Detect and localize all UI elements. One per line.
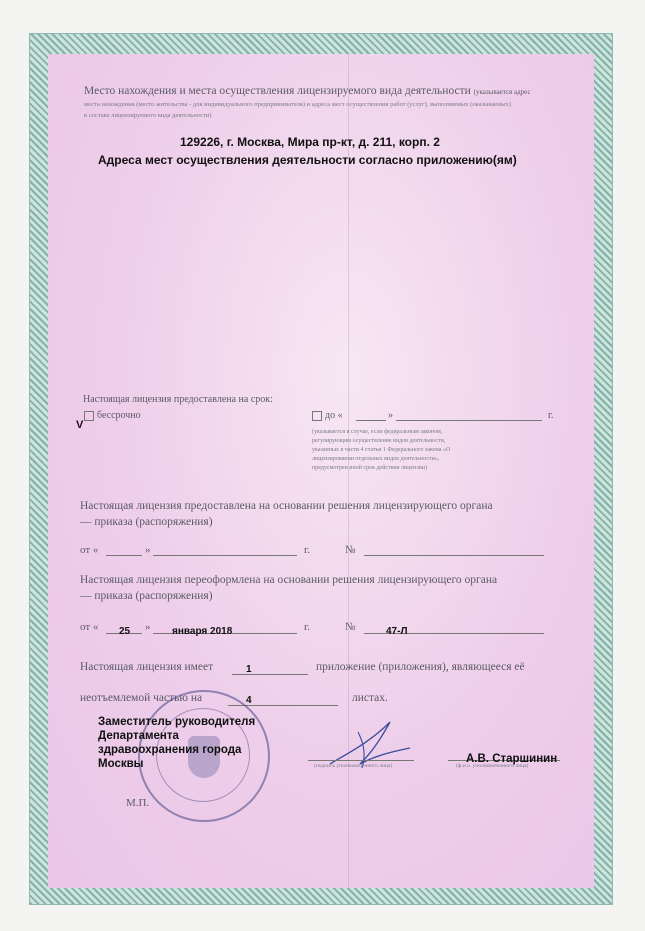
reissue-mid: » (145, 621, 151, 633)
grant-date-line (153, 555, 297, 556)
until-option: до « (312, 410, 343, 421)
reissue-year: г. (304, 621, 311, 633)
position-line-1: Заместитель руководителя (98, 716, 256, 728)
reissue-text-line2: — приказа (распоряжения) (80, 590, 213, 602)
until-checkbox (312, 411, 322, 421)
perpetual-check-mark: V (76, 419, 84, 431)
position-line-2: Департамента (98, 730, 179, 742)
position-line-4: Москвы (98, 758, 144, 770)
header-title: Место нахождения и места осуществления лицензируемого вида деятельности (указывается адрес (84, 85, 531, 97)
position-line-3: здравоохранения города (98, 744, 242, 756)
appendix-count-line (232, 674, 308, 675)
addresses-note: Адреса мест осуществления деятельности согласно приложению(ям) (98, 153, 517, 167)
signature-line (308, 760, 414, 761)
grant-number-line (364, 555, 544, 556)
header-note-line2: места нахождения (место жительства - для индивидуального предпринимателя) и адреса мест осуществления работ (услуг), выполняемых (оказываемых) (84, 101, 512, 108)
reissue-day: 25 (119, 626, 131, 637)
appendix-text-1: Настоящая лицензия имеет (80, 661, 214, 673)
reissue-month-year: января 2018 (172, 626, 233, 637)
appendix-text-2: приложение (приложения), являющееся её (316, 661, 525, 673)
term-label: Настоящая лицензия предоставлена на срок: (83, 394, 273, 405)
signature-caption: (подпись уполномоченного лица) (314, 763, 393, 769)
appendix-text-3: неотъемлемой частью на (80, 692, 203, 704)
signatory-name: А.В. Старшинин (466, 753, 558, 765)
perpetual-checkbox (84, 411, 94, 421)
grant-year: г. (304, 544, 311, 556)
grant-number-label: № (345, 544, 356, 556)
appendix-sheets: 4 (246, 695, 252, 706)
reissue-from: от « (80, 621, 99, 633)
appendix-text-4: листах. (352, 692, 388, 704)
license-address: 129226, г. Москва, Мира пр-кт, д. 211, корп. 2 (180, 135, 440, 149)
until-day-line (356, 420, 386, 421)
until-mid: » (388, 410, 393, 421)
perpetual-option: бессрочно (84, 410, 141, 421)
term-note: (указывается в случае, если федеральным законом, регулирующим осуществление видов деятельности, указанных в части 4 статьи 1 Федерального закона «О лицензировании отдельных видов деятельности», предусмотрен иной срок действия лицензии) (312, 429, 451, 471)
grant-mid: » (145, 544, 151, 556)
until-date-line (396, 420, 542, 421)
signatory-position (98, 715, 255, 771)
grant-day-line (106, 555, 142, 556)
reissue-text-line1: Настоящая лицензия переоформлена на основании решения лицензирующего органа (80, 574, 498, 586)
until-year: г. (548, 410, 554, 421)
grant-from: от « (80, 544, 99, 556)
grant-text-line2: — приказа (распоряжения) (80, 516, 213, 528)
stamp-place-mp: М.П. (126, 797, 150, 809)
appendix-count: 1 (246, 664, 252, 675)
name-caption: (ф.и.о. уполномоченного лица) (456, 763, 529, 769)
reissue-number: 47-Л (386, 626, 408, 637)
grant-text-line1: Настоящая лицензия предоставлена на основании решения лицензирующего органа (80, 500, 493, 512)
reissue-number-label: № (345, 621, 356, 633)
header-note-line3: в составе лицензируемого вида деятельности) (84, 112, 212, 119)
